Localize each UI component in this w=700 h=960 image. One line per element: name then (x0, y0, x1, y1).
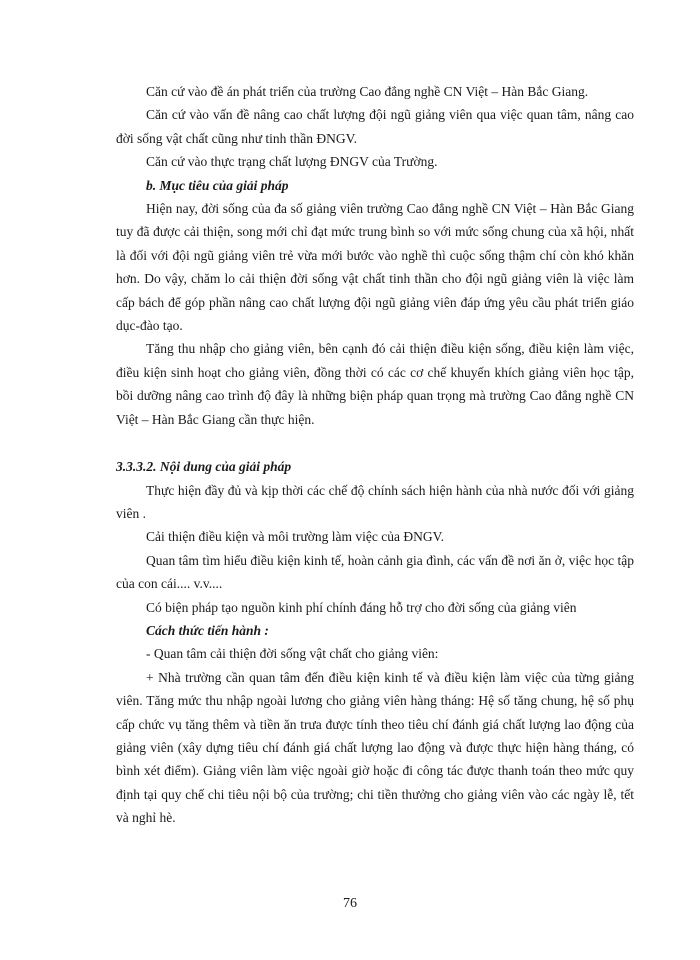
paragraph: + Nhà trường cần quan tâm đến điều kiện kinh tế và điều kiện làm việc của từng giảng viên. Tăng mức thu nhập ngoài lương cho giảng viên hàng tháng: Hệ số tăng chung, hệ số phụ cấp chức vụ tăng thêm và tiền ăn trưa được tính theo tiêu chí đánh giá chất lượng lao động của giảng viên (xây dựng tiêu chí đánh giá chất lượng lao động và được thực hiện hàng tháng, có bình xét điểm). Giảng viên làm việc ngoài giờ hoặc đi công tác được thanh toán theo mức quy định tại quy chế chi tiêu nội bộ của trường; chi tiền thưởng cho giảng viên vào các ngày lễ, tết và nghỉ hè. (116, 669, 634, 826)
spacer (116, 431, 634, 455)
section-heading: Cách thức tiến hành : (146, 622, 269, 638)
paragraph: Căn cứ vào vấn đề nâng cao chất lượng đội ngũ giảng viên qua việc quan tâm, nâng cao đời sống vật chất cũng như tinh thần ĐNGV. (116, 107, 634, 146)
paragraph: Cải thiện điều kiện và môi trường làm việc của ĐNGV. (146, 529, 445, 545)
paragraph: Có biện pháp tạo nguồn kinh phí chính đáng hỗ trợ cho đời sống của giảng viên (146, 599, 577, 615)
page-body (116, 80, 634, 830)
paragraph: Căn cứ vào đề án phát triển của trường Cao đẳng nghề CN Việt – Hàn Bắc Giang. (146, 84, 589, 99)
paragraph: Hiện nay, đời sống của đa số giảng viên trường Cao đẳng nghề CN Việt – Hàn Bắc Giang tuy đã được cải thiện, song mới chỉ đạt mức trung bình so với mức sống chung của xã hội, nhất là đối với đội ngũ giảng viên trẻ vừa mới bước vào nghề thì cuộc sống thậm chí còn khó khăn hơn. Do vậy, chăm lo cải thiện đời sống vật chất tinh thần cho đội ngũ giảng viên là việc làm cấp bách để góp phần nâng cao chất lượng đội ngũ giảng viên đáp ứng yêu cầu phát triển giáo dục-đào tạo. (116, 201, 634, 334)
paragraph: Tăng thu nhập cho giảng viên, bên cạnh đó cải thiện điều kiện sống, điều kiện làm việc, điều kiện sinh hoạt cho giảng viên, đồng thời có các cơ chế khuyến khích giảng viên học tập, bồi dưỡng nâng cao trình độ đây là những biện pháp quan trọng mà trường Cao đẳng nghề CN Việt – Hàn Bắc Giang cần thực hiện. (116, 341, 634, 427)
page-number: 76 (343, 896, 357, 911)
section-heading: 3.3.3.2. Nội dung của giải pháp (116, 459, 292, 475)
paragraph: - Quan tâm cải thiện đời sống vật chất cho giảng viên: (146, 646, 439, 662)
paragraph: Căn cứ vào thực trạng chất lượng ĐNGV của Trường. (146, 154, 438, 170)
paragraph: Thực hiện đầy đủ và kịp thời các chế độ chính sách hiện hành của nhà nước đối với giảng viên . (116, 482, 634, 521)
paragraph: Quan tâm tìm hiểu điều kiện kinh tế, hoàn cảnh gia đình, các vấn đề nơi ăn ở, việc học tập của con cái.... v.v.... (116, 552, 634, 592)
section-heading: b. Mục tiêu của giải pháp (146, 177, 289, 193)
